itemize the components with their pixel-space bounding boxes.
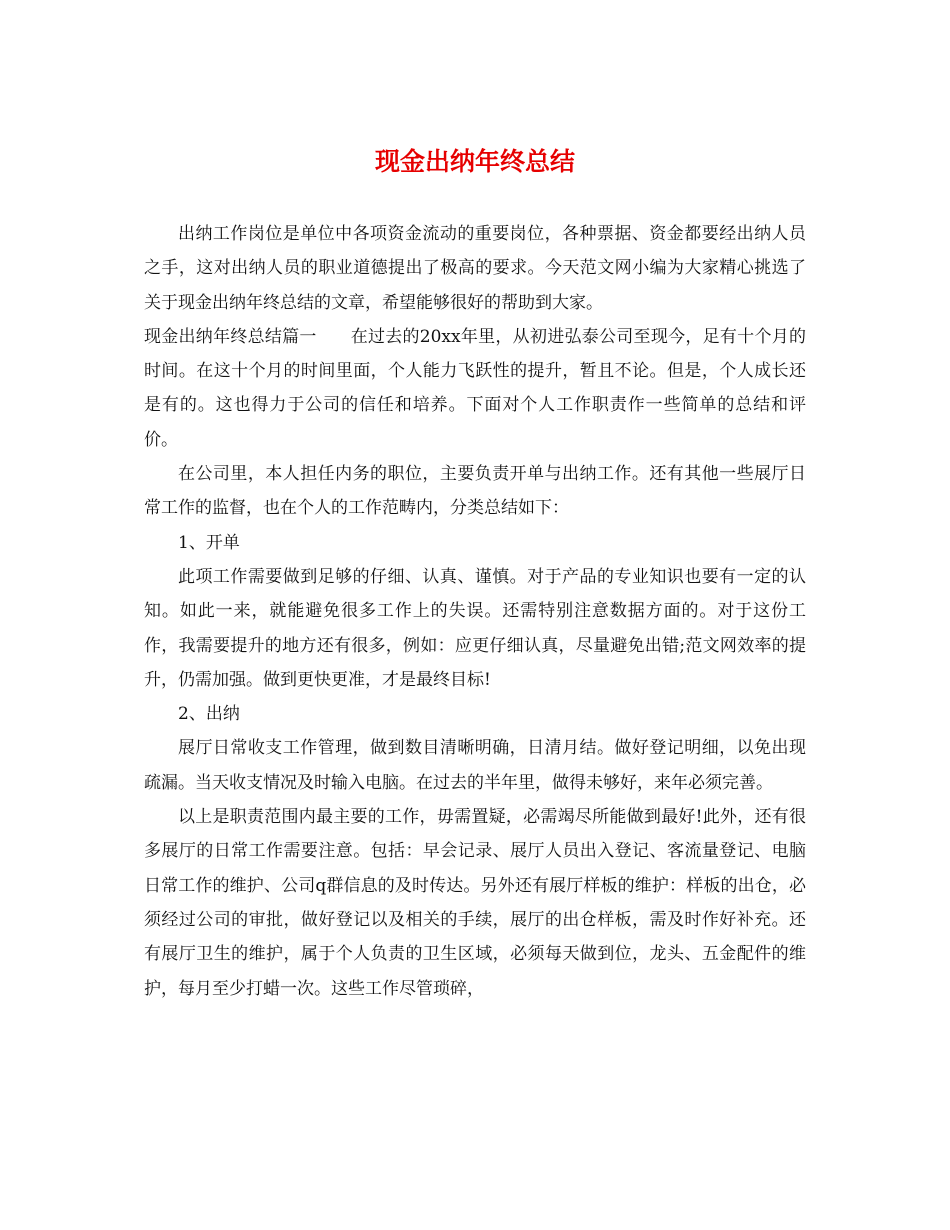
subheading-cashier: 2、出纳	[178, 704, 240, 725]
document-title: 现金出纳年终总结	[374, 147, 575, 176]
intro-paragraph: 出纳工作岗位是单位中各项资金流动的重要岗位，各种票据、资金都要经出纳人员之手，这对出纳人员的职业道德提出了极高的要求。今天范文网小编为大家精心挑选了关于现金出纳年终总结的文章，希望能够很好的帮助到大家。	[144, 224, 806, 313]
body-paragraph: 展厅日常收支工作管理，做到数目清晰明确，日清月结。做好登记明细，以免出现疏漏。当天收支情况及时输入电脑。在过去的半年里，做得未够好，来年必须完善。	[144, 738, 806, 793]
section-paragraph	[144, 320, 806, 457]
body-paragraph: 以上是职责范围内最主要的工作，毋需置疑，必需竭尽所能做到最好!此外，还有很多展厅的日常工作需要注意。包括：早会记录、展厅人员出入登记、客流量登记、电脑日常工作的维护、公司q群信息的及时传达。另外还有展厅样板的维护：样板的出仓，必须经过公司的审批，做好登记以及相关的手续，展厅的出仓样板，需及时作好补充。还有展厅卫生的维护，属于个人负责的卫生区域，必须每天做到位，龙头、五金配件的维护，每月至少打蜡一次。这些工作尽管琐碎，	[144, 807, 806, 999]
document-body	[144, 217, 806, 1006]
body-paragraph: 在公司里，本人担任内务的职位，主要负责开单与出纳工作。还有其他一些展厅日常工作的监督，也在个人的工作范畴内，分类总结如下：	[144, 464, 806, 519]
section-first-paragraph: 在过去的20xx年里，从初进弘泰公司至现今，足有十个月的时间。在这十个月的时间里面，个人能力飞跃性的提升，暂且不论。但是，个人成长还是有的。这也得力于公司的信任和培养。下面对个人工作职责作一些简单的总结和评价。	[144, 326, 806, 450]
subheading-billing: 1、开单	[178, 532, 240, 553]
section-label: 现金出纳年终总结篇一	[144, 326, 317, 347]
body-paragraph: 此项工作需要做到足够的仔细、认真、谨慎。对于产品的专业知识也要有一定的认知。如此一来，就能避免很多工作上的失误。还需特别注意数据方面的。对于这份工作，我需要提升的地方还有很多，例如：应更仔细认真，尽量避免出错;范文网效率的提升，仍需加强。做到更快更准，才是最终目标!	[144, 566, 806, 690]
